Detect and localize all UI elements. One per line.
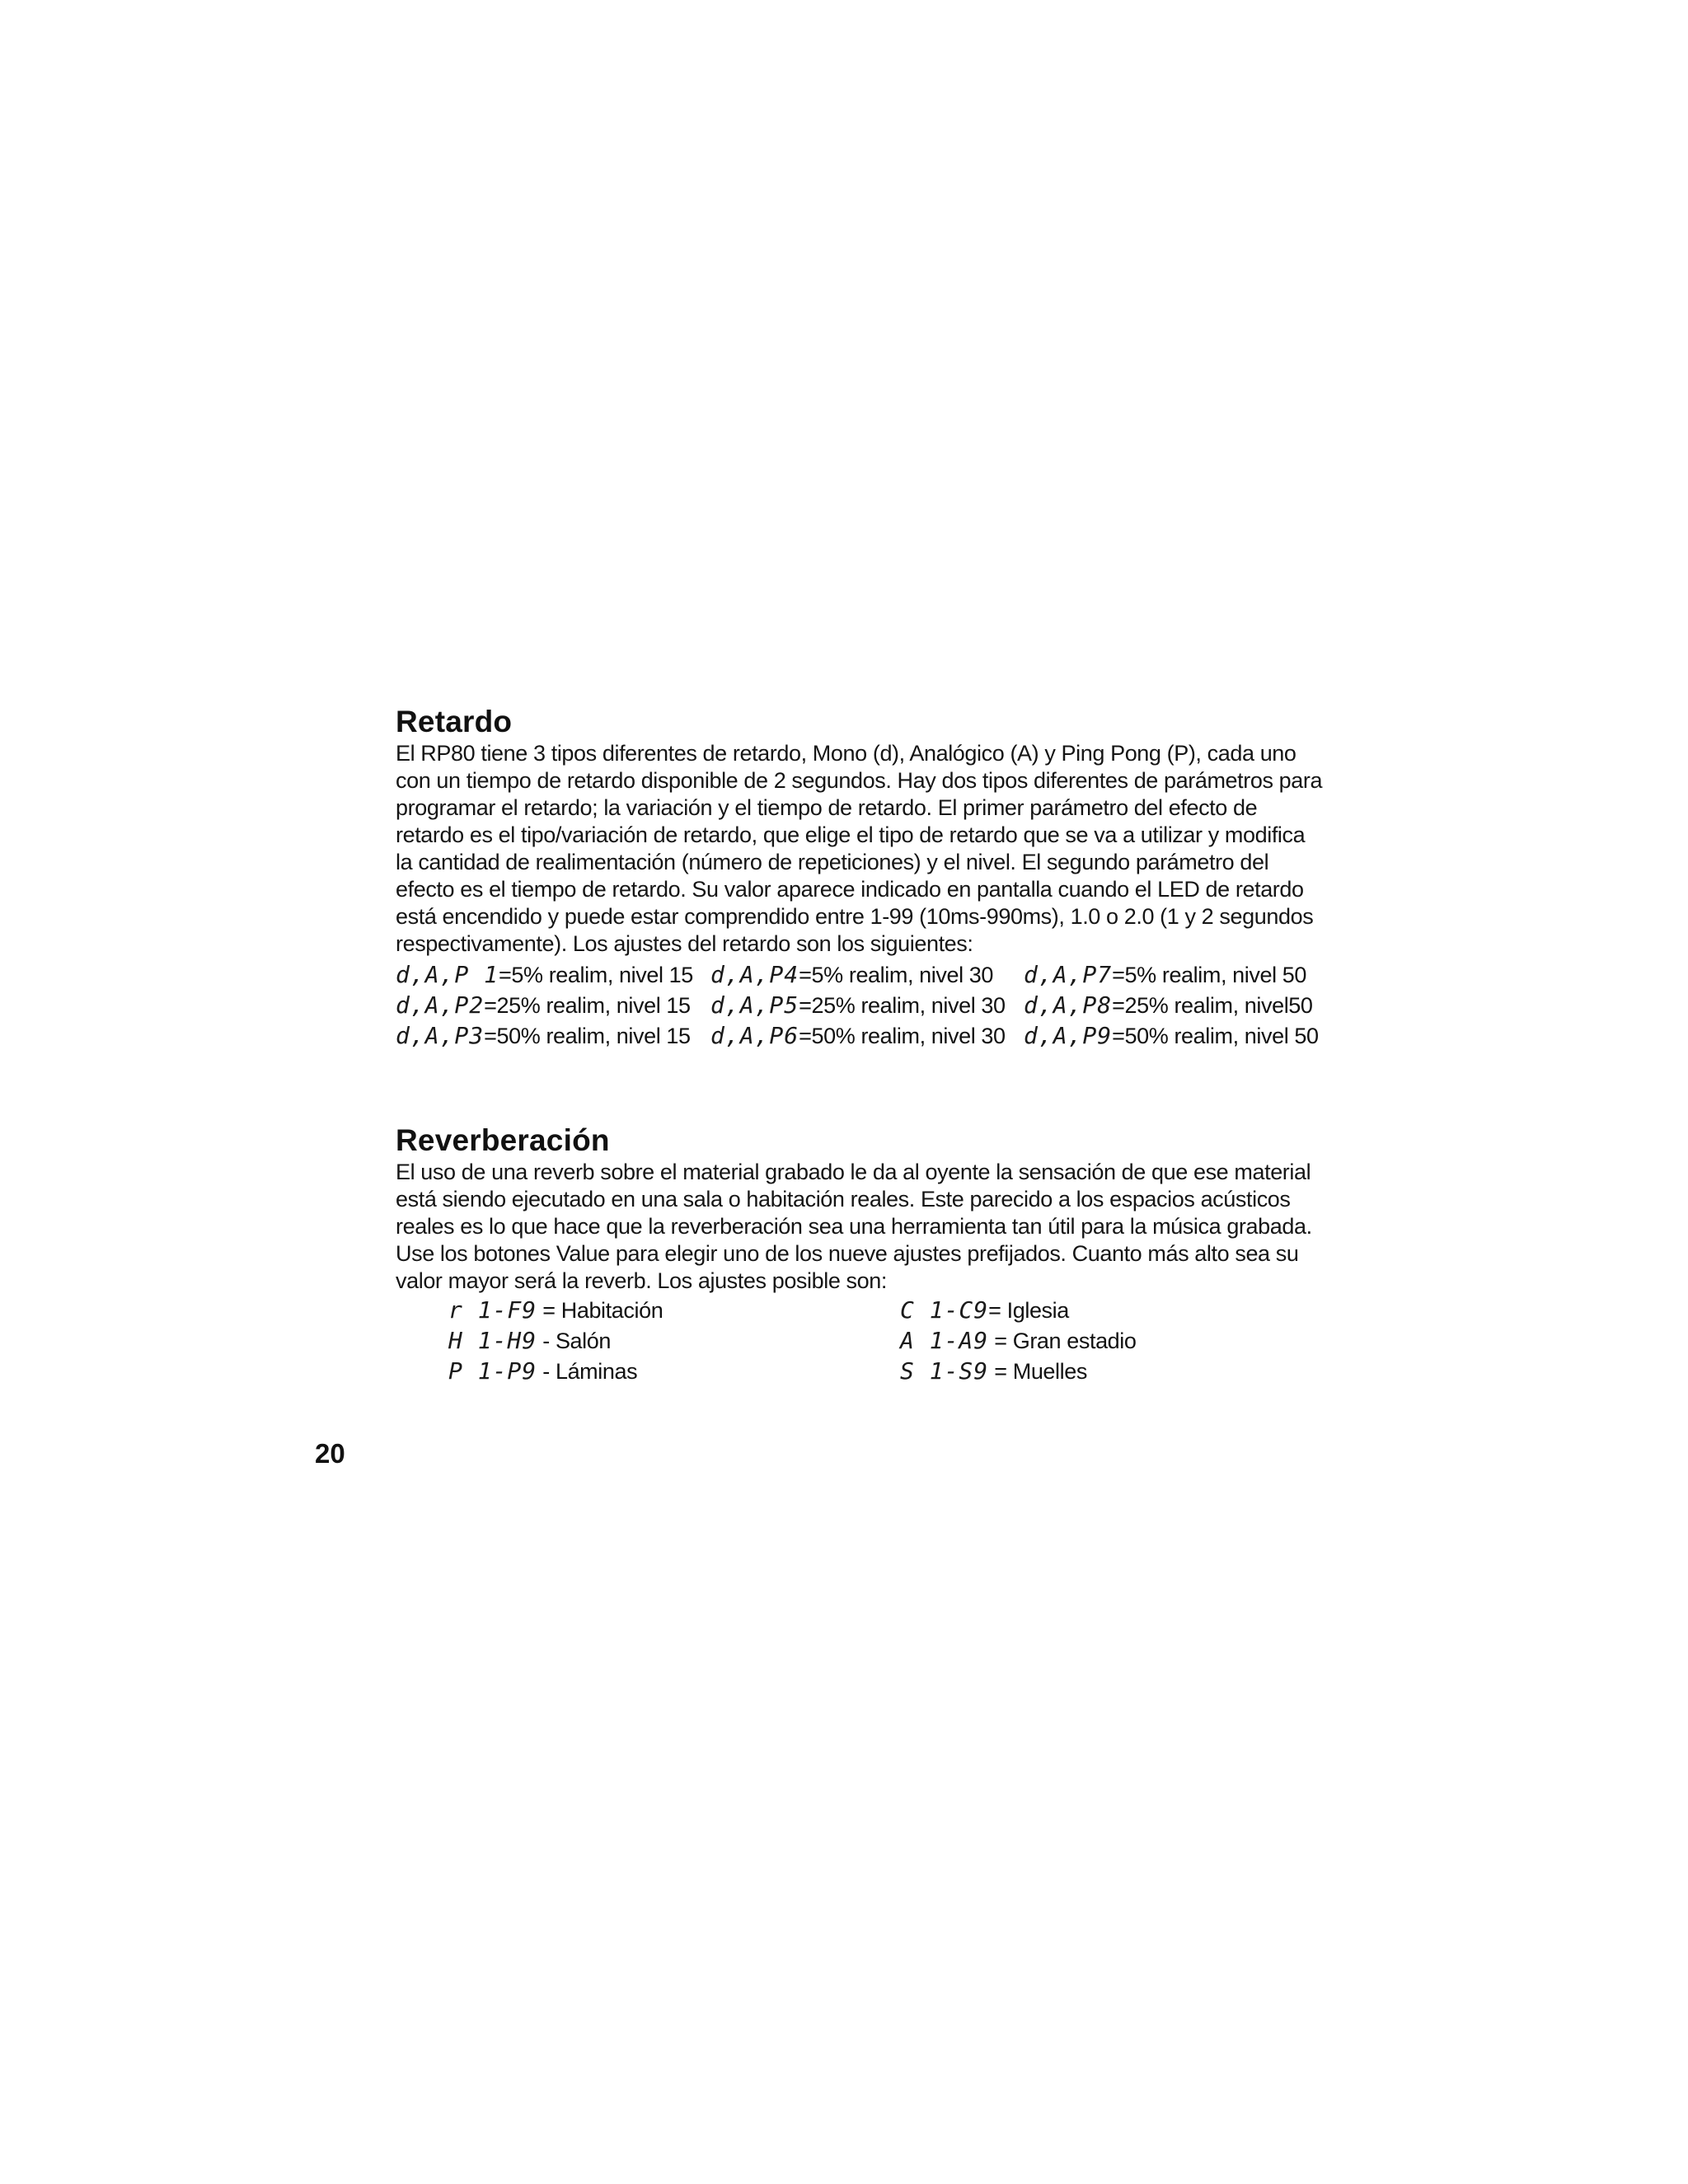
lcd-code: C 1-C9 bbox=[900, 1296, 989, 1324]
lcd-code: S 1-S9 bbox=[900, 1357, 989, 1385]
delay-settings-table bbox=[396, 961, 1327, 1050]
lcd-code: d,A,P8 bbox=[1024, 991, 1113, 1019]
reverb-settings-table bbox=[448, 1296, 1327, 1385]
delay-setting bbox=[710, 991, 1024, 1019]
reverb-setting bbox=[900, 1327, 1246, 1355]
delay-setting bbox=[1024, 991, 1327, 1019]
setting-description: =5% realim, nivel 15 bbox=[499, 963, 693, 987]
delay-setting bbox=[710, 961, 1024, 989]
lcd-code: d,A,P9 bbox=[1024, 1022, 1113, 1049]
lcd-code: P 1-P9 bbox=[448, 1357, 537, 1385]
reverb-setting bbox=[448, 1327, 900, 1355]
lcd-code: d,A,P6 bbox=[710, 1022, 799, 1049]
reverb-section bbox=[396, 1122, 1327, 1385]
lcd-code: r 1-F9 bbox=[448, 1296, 537, 1324]
retardo-section bbox=[396, 704, 1327, 1050]
setting-description: =5% realim, nivel 50 bbox=[1112, 963, 1307, 987]
setting-description: =25% realim, nivel 30 bbox=[799, 993, 1006, 1018]
setting-description: =50% realim, nivel 50 bbox=[1112, 1024, 1319, 1048]
lcd-code: d,A,P3 bbox=[396, 1022, 485, 1049]
setting-description: = Gran estadio bbox=[988, 1329, 1137, 1353]
setting-description: - Salón bbox=[537, 1329, 612, 1353]
setting-description: = Habitación bbox=[537, 1298, 663, 1323]
retardo-heading: Retardo bbox=[396, 705, 513, 738]
lcd-code: d,A,P5 bbox=[710, 991, 799, 1019]
lcd-code: A 1-A9 bbox=[900, 1327, 989, 1354]
setting-description: =25% realim, nivel 15 bbox=[484, 993, 691, 1018]
reverb-setting bbox=[900, 1357, 1246, 1385]
setting-description: - Láminas bbox=[537, 1359, 638, 1384]
reverb-heading: Reverberación bbox=[396, 1123, 610, 1157]
delay-setting bbox=[710, 1022, 1024, 1050]
page-number: 20 bbox=[315, 1438, 345, 1469]
delay-setting bbox=[1024, 961, 1327, 989]
setting-description: =5% realim, nivel 30 bbox=[799, 963, 994, 987]
lcd-code: d,A,P2 bbox=[396, 991, 485, 1019]
lcd-code: d,A,P7 bbox=[1024, 961, 1113, 988]
setting-description: =50% realim, nivel 30 bbox=[799, 1024, 1006, 1048]
setting-description: = Iglesia bbox=[988, 1298, 1069, 1323]
retardo-paragraph: El RP80 tiene 3 tipos diferentes de retardo, Mono (d), Analógico (A) y Ping Pong (P), cada uno con un tiempo de retardo disponible de 2 segundos. Hay dos tipos diferentes de parámetros para programar el retardo; la variación y el tiempo de retardo. El primer parámetro del efecto de retardo es el tipo/variación de retardo, que elige el tipo de retardo que se va a utilizar y modifica la cantidad de realimentación (número de repeticiones) y el nivel. El segundo parámetro del efecto es el tiempo de retardo. Su valor aparece indicado en pantalla cuando el LED de retardo está encendido y puede estar comprendido entre 1-99 (10ms-990ms), 1.0 o 2.0 (1 y 2 segundos respectivamente). Los ajustes del retardo son los siguientes: bbox=[396, 741, 1323, 956]
lcd-code: d,A,P4 bbox=[710, 961, 799, 988]
reverb-setting bbox=[448, 1357, 900, 1385]
reverb-paragraph: El uso de una reverb sobre el material grabado le da al oyente la sensación de que ese material está siendo ejecutado en una sala o habitación reales. Este parecido a los espacios acústicos reales es lo que hace que la reverberación sea una herramienta tan útil para la música grabada. Use los botones Value para elegir uno de los nueve ajustes prefijados. Cuanto más alto sea su valor mayor será la reverb. Los ajustes posible son: bbox=[396, 1160, 1312, 1293]
lcd-code: H 1-H9 bbox=[448, 1327, 537, 1354]
setting-description: =50% realim, nivel 15 bbox=[484, 1024, 691, 1048]
reverb-setting bbox=[448, 1296, 900, 1324]
delay-setting bbox=[396, 1022, 710, 1050]
delay-setting bbox=[1024, 1022, 1327, 1050]
reverb-setting bbox=[900, 1296, 1246, 1324]
setting-description: =25% realim, nivel50 bbox=[1112, 993, 1313, 1018]
lcd-code: d,A,P 1 bbox=[396, 961, 499, 988]
setting-description: = Muelles bbox=[988, 1359, 1087, 1384]
delay-setting bbox=[396, 961, 710, 989]
delay-setting bbox=[396, 991, 710, 1019]
